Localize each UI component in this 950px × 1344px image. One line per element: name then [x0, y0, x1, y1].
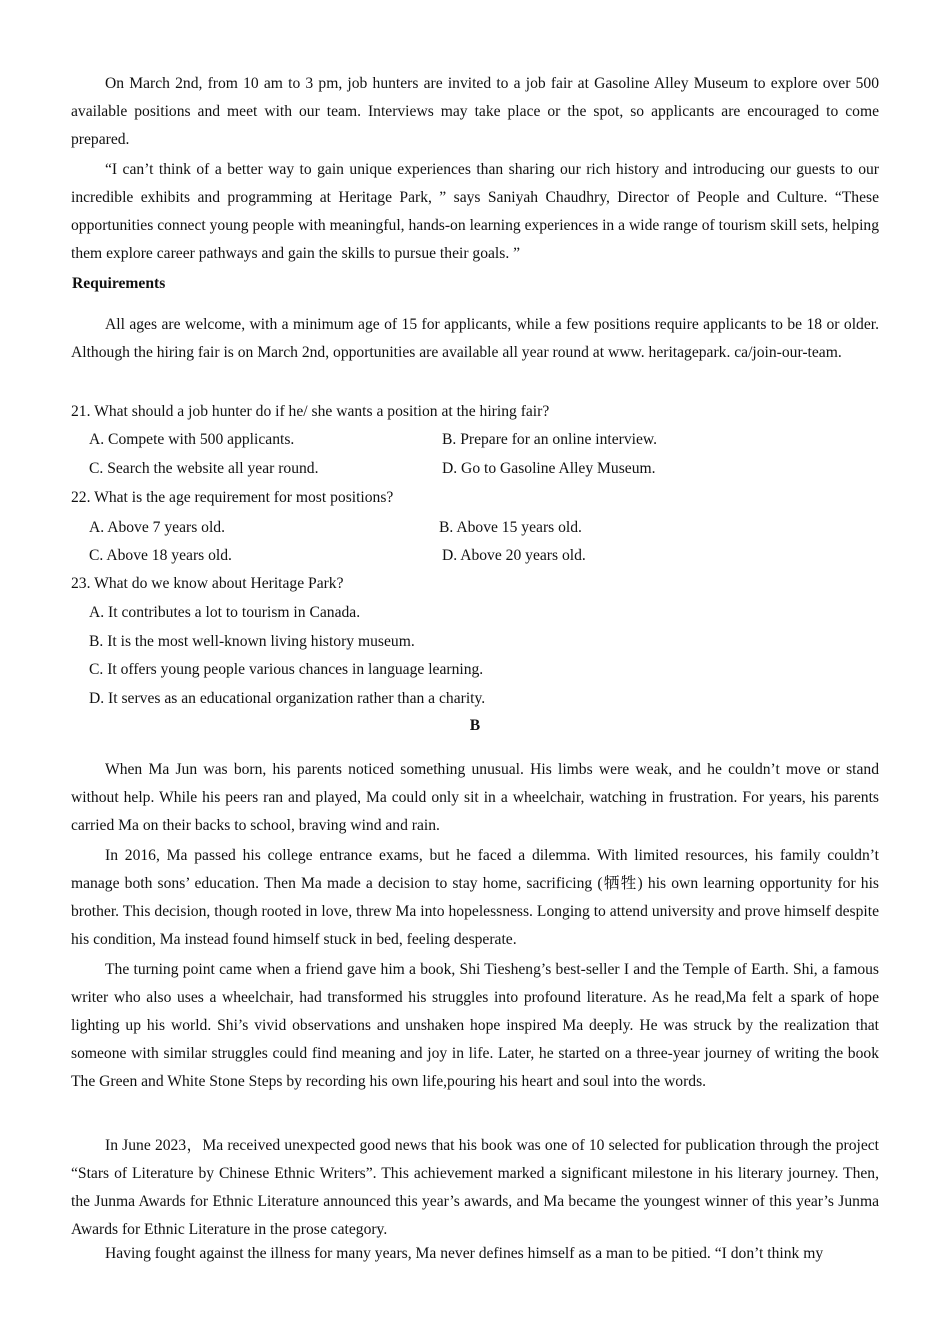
- passage-b-paragraph-5: Having fought against the illness for many years, Ma never defines himself as a man to be pitied. “I don’t think my: [105, 1245, 824, 1262]
- question-22-option-d: D. Above 20 years old.: [442, 547, 586, 564]
- passage-b-paragraph-2: In 2016, Ma passed his college entrance exams, but he faced a dilemma. With limited resources, his family couldn’t manage both sons’ education. Then Ma made a decision to stay home, sacrificing (牺牲) his own learning opportunity for his brother. This decision, though rooted in love, threw Ma into hopelessness. Longing to attend university and prove himself despite his condition, Ma instead found himself stuck in bed, feeling desperate.: [71, 847, 879, 948]
- question-22-option-a: A. Above 7 years old.: [89, 519, 225, 536]
- question-23-option-d: D. It serves as an educational organization rather than a charity.: [89, 690, 486, 707]
- question-21-option-a: A. Compete with 500 applicants.: [89, 431, 295, 448]
- passage-b-paragraph-3: The turning point came when a friend gave him a book, Shi Tiesheng’s best-seller I and the Temple of Earth. Shi, a famous writer who also uses a wheelchair, had transformed his struggles into profound literature. As he read,Ma felt a spark of hope lighting up his world. Shi’s vivid observations and unshaken hope inspired Ma deeply. He was struck by the realization that someone with similar struggles could find meaning and joy in life. Later, he started on a three-year journey of writing the book The Green and White Stone Steps by recording his own life,pouring his heart and soul into the words.: [71, 961, 879, 1090]
- passage-a-paragraph-3: All ages are welcome, with a minimum age of 15 for applicants, while a few positions require applicants to be 18 or older. Although the hiring fair is on March 2nd, opportunities are available all year round at www. heritagepark. ca/join-our-team.: [71, 316, 879, 361]
- passage-a-paragraph-1: On March 2nd, from 10 am to 3 pm, job hunters are invited to a job fair at Gasoline Alley Museum to explore over 500 available positions and meet with our team. Interviews may take place or the spot, so applicants are encouraged to come prepared.: [71, 75, 879, 148]
- question-22-option-c: C. Above 18 years old.: [89, 547, 232, 564]
- question-23-option-b: B. It is the most well-known living history museum.: [89, 633, 415, 650]
- question-21-option-b: B. Prepare for an online interview.: [442, 431, 658, 448]
- passage-b-paragraph-4: In June 2023，Ma received unexpected good news that his book was one of 10 selected for publication through the project “Stars of Literature by Chinese Ethnic Writers”. This achievement marked a significant milestone in his literary journey. Then, the Junma Awards for Ethnic Literature announced this year’s awards, and Ma became the youngest winner of this year’s Junma Awards for Ethnic Literature in the prose category.: [71, 1137, 879, 1238]
- question-22-option-b: B. Above 15 years old.: [439, 519, 582, 536]
- question-23-option-a: A. It contributes a lot to tourism in Canada.: [89, 604, 361, 621]
- question-22-stem: 22. What is the age requirement for most positions?: [71, 489, 394, 506]
- question-21-option-d: D. Go to Gasoline Alley Museum.: [442, 460, 656, 477]
- requirements-heading: Requirements: [72, 275, 166, 292]
- question-21-option-c: C. Search the website all year round.: [89, 460, 319, 477]
- passage-b-paragraph-1: When Ma Jun was born, his parents noticed something unusual. His limbs were weak, and he couldn’t move or stand without help. While his peers ran and played, Ma could only sit in a wheelchair, watching in frustration. For years, his parents carried Ma on their backs to school, braving wind and rain.: [71, 761, 879, 834]
- question-23-option-c: C. It offers young people various chances in language learning.: [89, 661, 484, 678]
- question-21-stem: 21. What should a job hunter do if he/ she wants a position at the hiring fair?: [71, 403, 550, 420]
- passage-a-paragraph-2: “I can’t think of a better way to gain unique experiences than sharing our rich history and introducing our guests to our incredible exhibits and programming at Heritage Park, ” says Saniyah Chaudhry, Director of People and Culture. “These opportunities connect young people with meaningful, hands-on learning experiences in a wide range of tourism skill sets, helping them explore career pathways and gain the skills to pursue their goals. ”: [71, 161, 879, 262]
- question-23-stem: 23. What do we know about Heritage Park?: [71, 575, 344, 592]
- section-b-label: B: [469, 717, 481, 734]
